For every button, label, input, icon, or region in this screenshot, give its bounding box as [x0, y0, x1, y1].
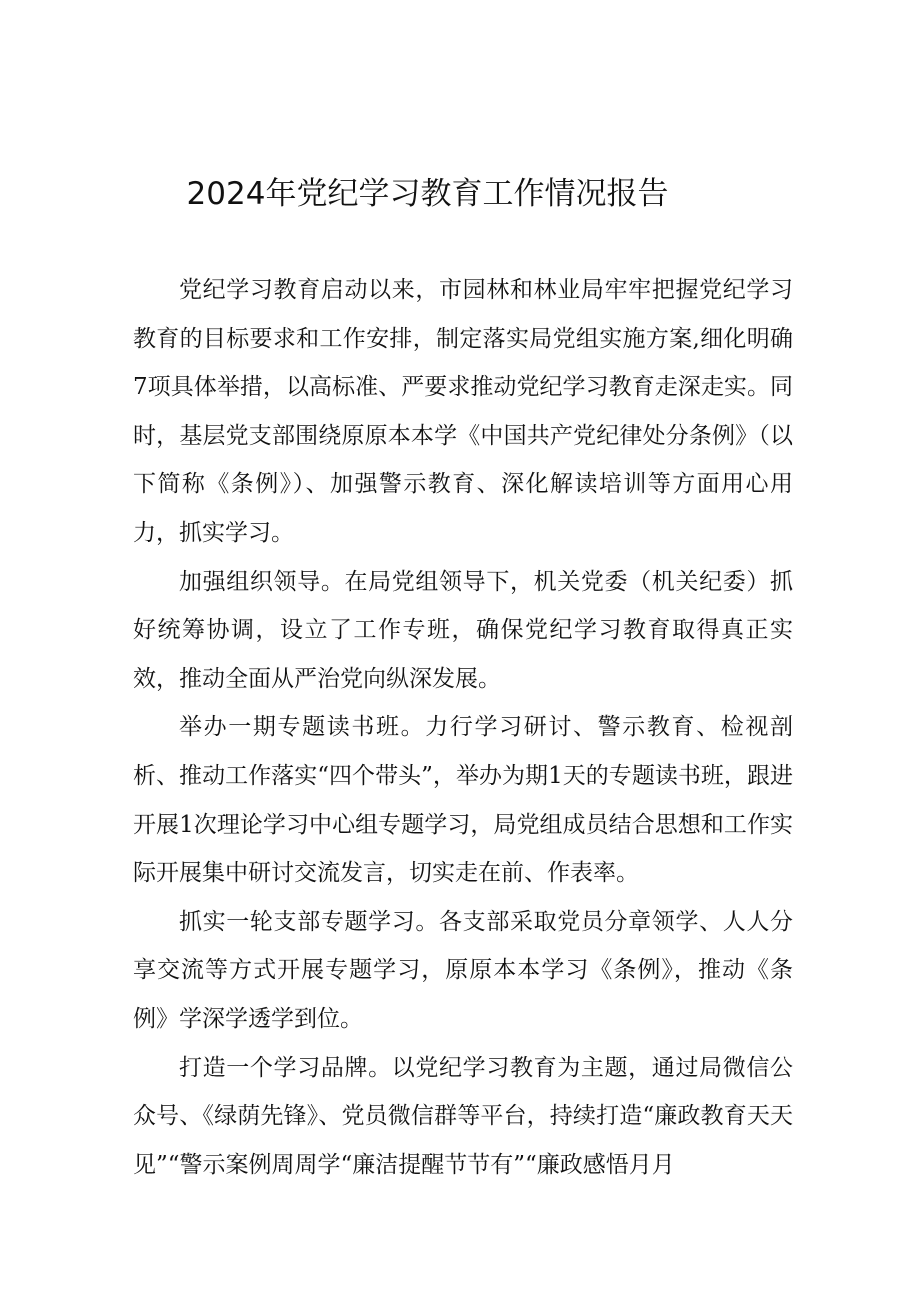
paragraph-organization: 加强组织领导。在局党组领导下，机关党委（机关纪委）抓好统筹协调，设立了工作专班，确保党纪学习教育取得真正实效，推动全面从严治党向纵深发展。: [133, 568, 793, 692]
paragraph-branch-study: 抓实一轮支部专题学习。各支部采取党员分章领学、人人分享交流等方式开展专题学习，原原本本学习《条例》，推动《条例》学深学透学到位。: [133, 908, 793, 1032]
paragraph-intro: 党纪学习教育启动以来，市园林和林业局牢牢把握党纪学习教育的目标要求和工作安排，制定落实局党组实施方案,细化明确7项具体举措，以高标准、严要求推动党纪学习教育走深走实。同时，基层党支部围绕原原本本学《中国共产党纪律处分条例》（以下简称《条例》）、加强警示教育、深化解读培训等方面用心用力，抓实学习。: [133, 277, 793, 546]
document-title: 2024年党纪学习教育工作情况报告: [186, 176, 669, 212]
paragraph-study-brand: 打造一个学习品牌。以党纪学习教育为主题，通过局微信公众号、《绿荫先锋》、党员微信群等平台，持续打造“廉政教育天天见”“警示案例周周学“廉洁提醒节节有”“廉政感悟月月: [133, 1054, 793, 1178]
paragraph-reading-class: 举办一期专题读书班。力行学习研讨、警示教育、检视剖析、推动工作落实“四个带头”，举办为期1天的专题读书班，跟进开展1次理论学习中心组专题学习，局党组成员结合思想和工作实际开展集中研讨交流发言，切实走在前、作表率。: [133, 714, 793, 887]
document-body: [133, 266, 793, 1189]
